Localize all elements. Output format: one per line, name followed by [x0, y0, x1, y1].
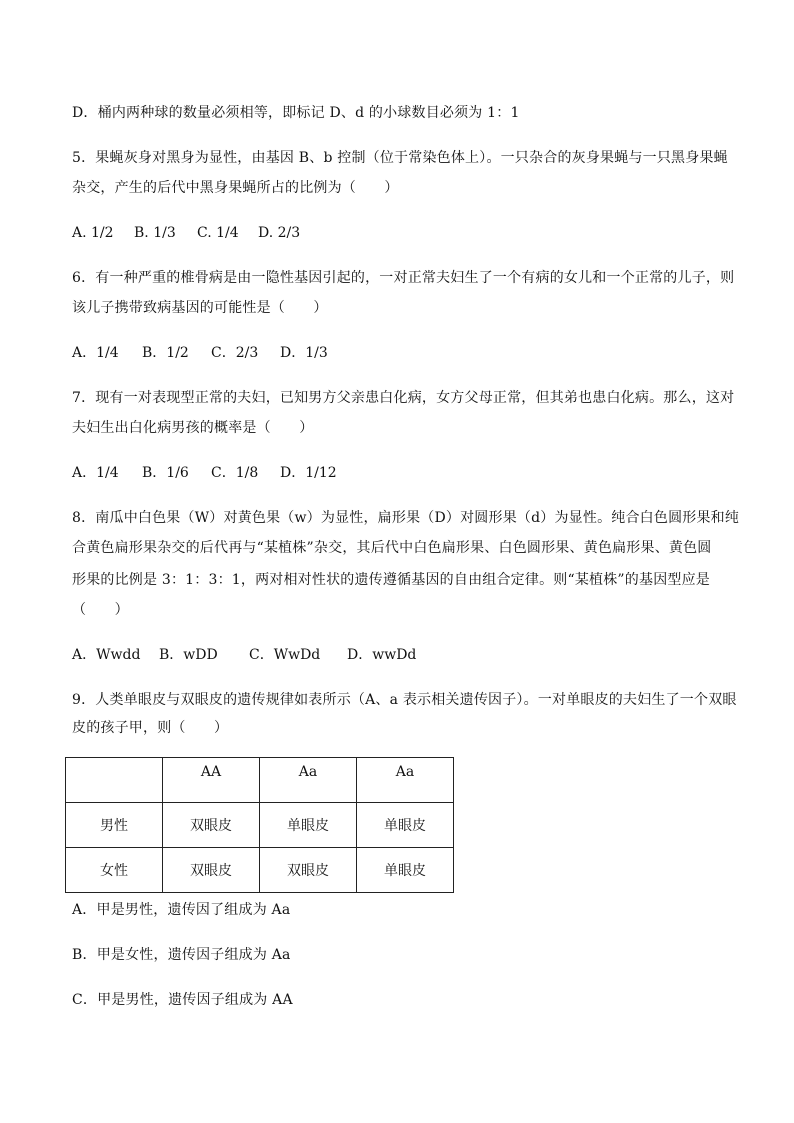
table-header-cell: Aa: [357, 758, 454, 803]
q8-stem-line4: （ ）: [72, 602, 129, 618]
table-cell: 单眼皮: [357, 848, 454, 893]
q7-option-d: D．1/12: [280, 465, 337, 481]
table-cell: [66, 758, 163, 803]
table-cell: 双眼皮: [163, 848, 260, 893]
table-cell: 男性: [66, 803, 163, 848]
genotype-table: [65, 757, 454, 893]
q7-option-c: C．1/8: [211, 465, 259, 481]
q8-stem-line3: 形果的比例是 3：1：3：1，两对相对性状的遗传遵循基因的自由组合定律。则“某植株”的基因型应是: [72, 572, 710, 588]
q8-options: [72, 645, 416, 665]
q7-option-a: A．1/4: [72, 465, 119, 481]
q5-option-d: D. 2/3: [258, 225, 301, 241]
table-header-cell: AA: [163, 758, 260, 803]
q9-option-b: B．甲是女性，遗传因子组成为 Aa: [72, 947, 291, 963]
table-cell: 单眼皮: [357, 803, 454, 848]
q8-option-a: A．Wwdd: [72, 647, 141, 663]
q4-option-d: D．桶内两种球的数量必须相等，即标记 D、d 的小球数目必须为 1：1: [72, 105, 520, 121]
q5-options: [72, 223, 300, 243]
table-cell: 女性: [66, 848, 163, 893]
table-header-cell: Aa: [260, 758, 357, 803]
q6-option-a: A．1/4: [72, 345, 119, 361]
q7-options: [72, 463, 337, 483]
q5-option-b: B. 1/3: [134, 225, 176, 241]
q8-stem-line1: 8．南瓜中白色果（W）对黄色果（w）为显性，扁形果（D）对圆形果（d）为显性。纯合白色圆形果和纯: [72, 510, 740, 526]
q7-stem-line1: 7．现有一对表现型正常的夫妇，已知男方父亲患白化病，女方父母正常，但其弟也患白化病。那么，这对: [72, 390, 735, 406]
q6-stem-line2: 该儿子携带致病基因的可能性是（ ）: [72, 300, 328, 316]
q6-option-d: D．1/3: [280, 345, 328, 361]
q9-option-c: C．甲是男性，遗传因子组成为 AA: [72, 992, 293, 1008]
q5-option-a: A. 1/2: [72, 225, 114, 241]
q7-stem-line2: 夫妇生出白化病男孩的概率是（ ）: [72, 420, 314, 436]
q9-option-a: A．甲是男性，遗传因了组成为 Aa: [72, 902, 291, 918]
q6-option-b: B．1/2: [142, 345, 189, 361]
table-header-row: [66, 758, 454, 803]
table-row: [66, 803, 454, 848]
table-cell: 单眼皮: [260, 803, 357, 848]
q8-option-d: D．wwDd: [347, 647, 417, 663]
q8-option-b: B．wDD: [159, 647, 218, 663]
q8-option-c: C．WwDd: [249, 647, 321, 663]
q7-option-b: B．1/6: [142, 465, 189, 481]
q5-option-c: C. 1/4: [197, 225, 239, 241]
table-row: [66, 848, 454, 893]
q9-stem-line2: 皮的孩子甲，则（ ）: [72, 720, 229, 736]
table-cell: 双眼皮: [260, 848, 357, 893]
q9-stem-line1: 9．人类单眼皮与双眼皮的遗传规律如表所示（A、a 表示相关遗传因子）。一对单眼皮的夫妇生了一个双眼: [72, 692, 737, 708]
q6-options: [72, 343, 328, 363]
q5-stem-line1: 5．果蝇灰身对黑身为显性，由基因 B、b 控制（位于常染色体上）。一只杂合的灰身果蝇与一只黑身果蝇: [72, 150, 728, 166]
q5-stem-line2: 杂交，产生的后代中黑身果蝇所占的比例为（ ）: [72, 180, 399, 196]
q6-option-c: C．2/3: [211, 345, 259, 361]
table-cell: 双眼皮: [163, 803, 260, 848]
q6-stem-line1: 6．有一种严重的椎骨病是由一隐性基因引起的，一对正常夫妇生了一个有病的女儿和一个正常的儿子，则: [72, 270, 735, 286]
q8-stem-line2: 合黄色扁形果杂交的后代再与“某植株”杂交，其后代中白色扁形果、白色圆形果、黄色扁形果、黄色圆: [72, 540, 712, 556]
